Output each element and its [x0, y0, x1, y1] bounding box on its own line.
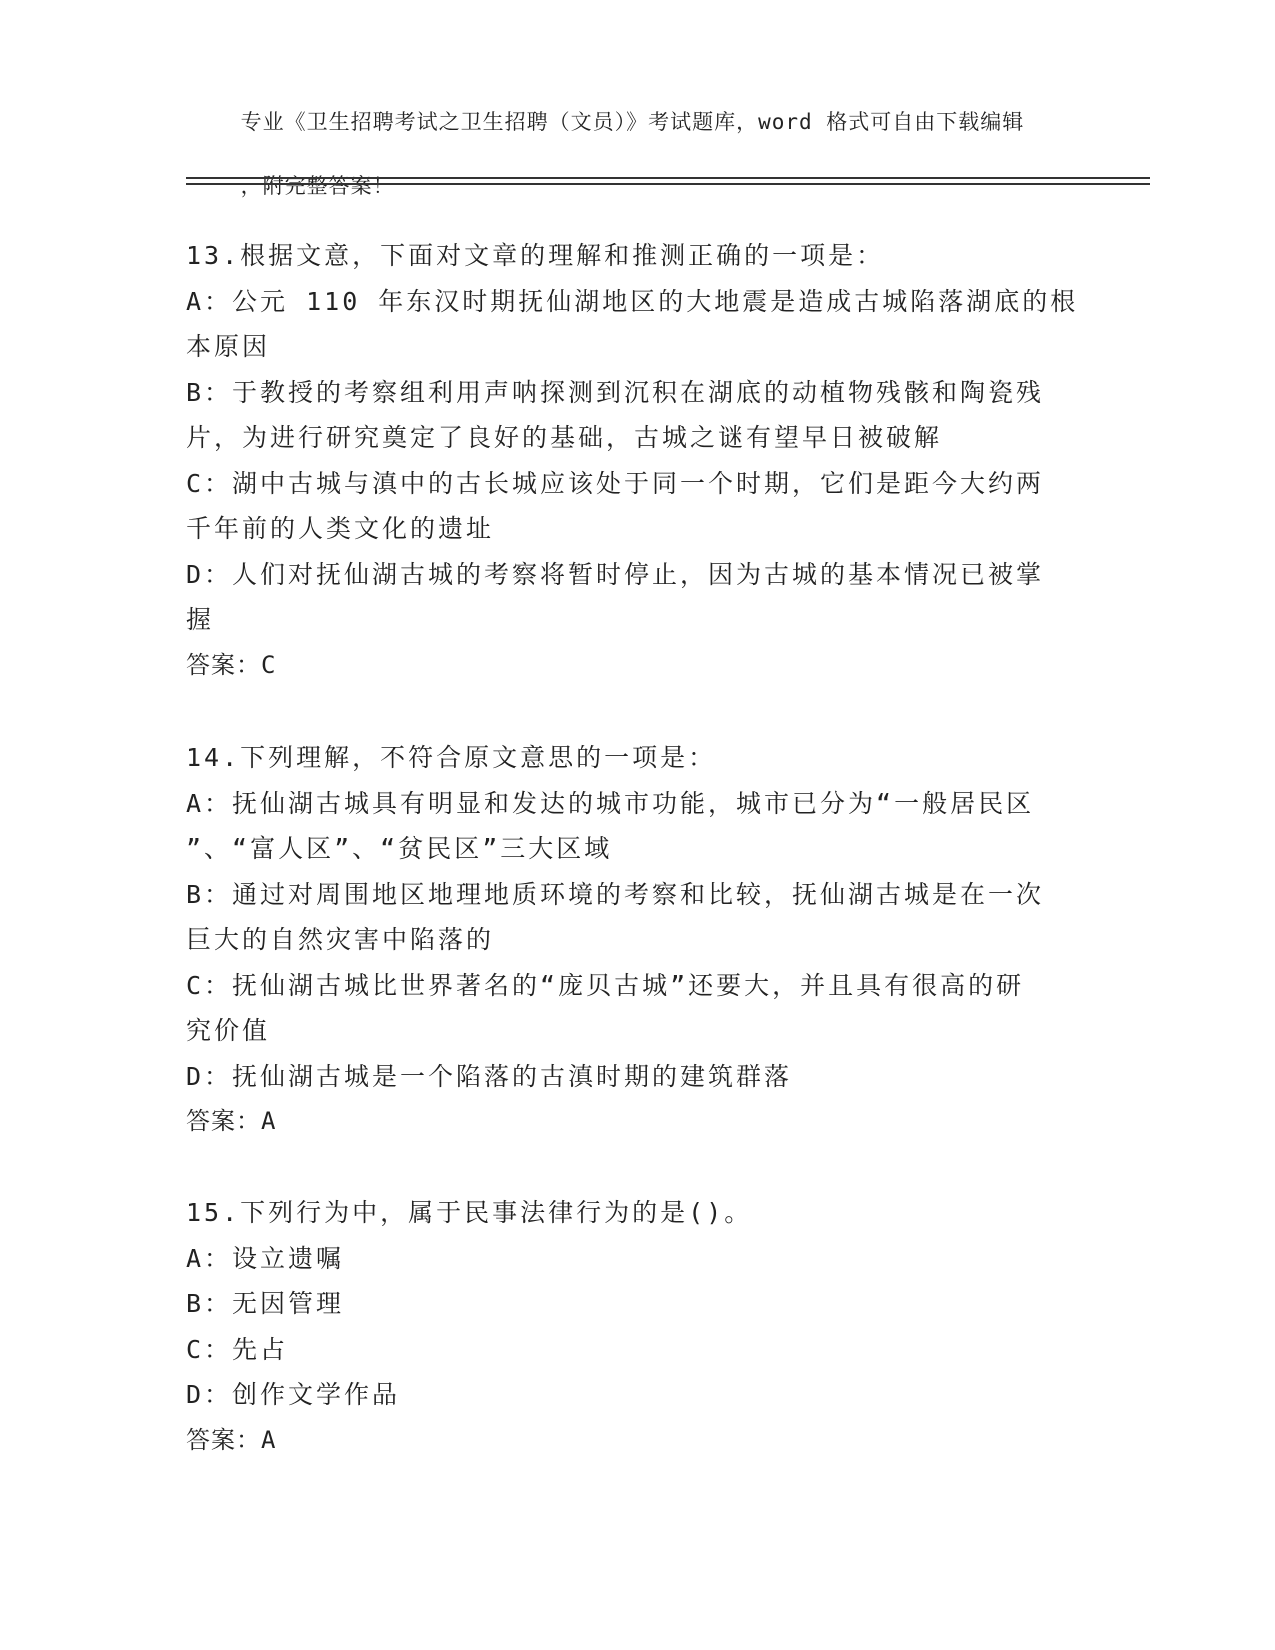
question-14 — [186, 735, 1066, 1145]
question-13-option-c: C：湖中古城与滇中的古长城应该处于同一个时期，它们是距今大约两 — [186, 468, 1045, 498]
answer-value: C — [261, 650, 277, 679]
question-14-option-c: C：抚仙湖古城比世界著名的“庞贝古城”还要大，并且具有很高的研 — [186, 970, 1025, 1000]
question-13-option-b: B：于教授的考察组利用声呐探测到沉积在湖底的动植物残骸和陶瓷残 — [186, 377, 1045, 407]
document-header — [186, 74, 1066, 234]
answer-value: A — [261, 1425, 277, 1454]
answer-label: 答案： — [186, 1425, 261, 1454]
question-13-option-c-cont: 千年前的人类文化的遗址 — [186, 514, 495, 543]
question-15-stem: 15.下列行为中，属于民事法律行为的是()。 — [186, 1198, 753, 1227]
header-divider-top — [186, 177, 1150, 179]
answer-label: 答案： — [186, 650, 261, 679]
question-15-option-c: C：先占 — [186, 1334, 289, 1364]
question-14-option-b: B：通过对周围地区地理地质环境的考察和比较，抚仙湖古城是在一次 — [186, 879, 1045, 909]
question-13-option-d: D：人们对抚仙湖古城的考察将暂时停止，因为古城的基本情况已被掌 — [186, 559, 1045, 589]
question-15 — [186, 1190, 1066, 1463]
question-13-stem: 13.根据文意，下面对文章的理解和推测正确的一项是： — [186, 241, 885, 270]
question-14-answer — [186, 1099, 1066, 1145]
question-13-answer — [186, 643, 1066, 689]
question-14-option-a-cont: ”、“富人区”、“贫民区”三大区域 — [186, 834, 613, 863]
question-13 — [186, 233, 1079, 688]
question-13-option-b-cont: 片，为进行研究奠定了良好的基础，古城之谜有望早日被破解 — [186, 423, 943, 452]
question-15-option-d: D：创作文学作品 — [186, 1380, 401, 1409]
question-15-option-b: B：无因管理 — [186, 1289, 345, 1318]
header-divider-bottom — [186, 183, 1150, 185]
question-14-stem: 14.下列理解，不符合原文意思的一项是： — [186, 743, 717, 772]
question-13-option-a: A：公元 110 年东汉时期抚仙湖地区的大地震是造成古城陷落湖底的根 — [186, 286, 1079, 316]
header-line-2: ，附完整答案！ — [240, 174, 395, 198]
header-line-1: 专业《卫生招聘考试之卫生招聘（文员）》考试题库，word 格式可自由下载编辑 — [240, 110, 1025, 134]
question-13-option-a-cont: 本原因 — [186, 332, 271, 361]
question-15-option-a: A：设立遗嘱 — [186, 1243, 345, 1273]
question-14-option-c-cont: 究价值 — [186, 1016, 271, 1045]
question-15-answer — [186, 1418, 1066, 1464]
answer-label: 答案： — [186, 1107, 261, 1135]
answer-value: A — [261, 1107, 277, 1135]
question-13-option-d-cont: 握 — [186, 605, 215, 634]
question-14-option-d: D：抚仙湖古城是一个陷落的古滇时期的建筑群落 — [186, 1061, 793, 1091]
question-14-option-a: A：抚仙湖古城具有明显和发达的城市功能，城市已分为“一般居民区 — [186, 788, 1035, 818]
question-14-option-b-cont: 巨大的自然灾害中陷落的 — [186, 925, 495, 954]
